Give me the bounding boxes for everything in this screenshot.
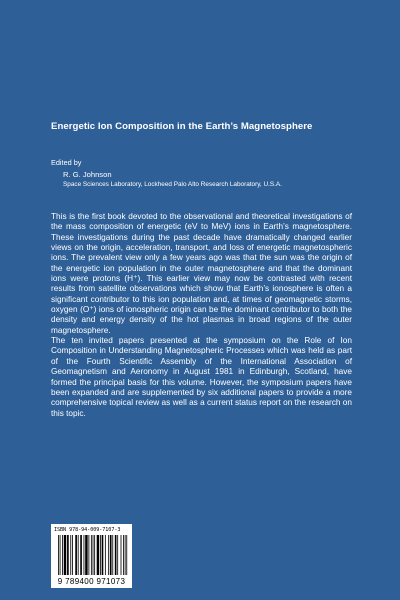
barcode-panel: [51, 524, 132, 588]
editor-name: R. G. Johnson: [63, 170, 112, 179]
editor-affiliation: Space Sciences Laboratory, Lockheed Palo Alto Research Laboratory, U.S.A.: [63, 181, 282, 188]
barcode-icon: [58, 535, 128, 575]
book-description: [51, 212, 352, 419]
description-paragraph: This is the first book devoted to the observational and theoretical investigations of the mass composition of energetic (eV to MeV) ions in Earth’s magnetosphere. These investigations during the past decade have dramatically changed earlier views on the origin, acceleration, transport, and loss of energetic magnetospheric ions. The prevalent view only a few years ago was that the sun was the origin of the energetic ion population in the outer magnetosphere and that the dominant ions were protons (H⁺). This earlier view may now be contrasted with recent results from satellite observations which show that Earth’s ionosphere is often a significant contributor to this ion population and, at times of geomagnetic storms, oxygen (O⁺) ions of ionospheric origin can be the dominant contributor to both the density and energy density of the hot plasmas in broad regions of the outer magnetosphere.: [51, 212, 352, 335]
edited-by-label: Edited by: [51, 158, 82, 167]
barcode-digits: 9 789400 971073: [57, 577, 126, 586]
book-title: Energetic Ion Composition in the Earth’s Magnetosphere: [51, 121, 313, 132]
description-paragraph: The ten invited papers presented at the symposium on the Role of Ion Composition in Understanding Magnetospheric Processes which was held as part of the Fourth Scientific Assembly of the International Association of Geomagnetism and Aeronomy in August 1981 in Edinburgh, Scotland, have formed the principal basis for this volume. However, the symposium papers have been expanded and are supplemented by six additional papers to provide a more comprehensive topical review as well as a current status report on the research on this topic.: [51, 336, 352, 418]
isbn-number: ISBN 978-94-009-7107-3: [54, 527, 121, 533]
